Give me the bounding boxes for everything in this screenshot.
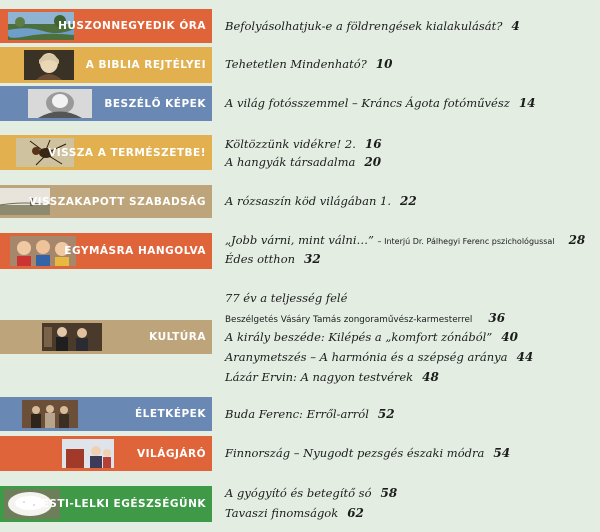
article-title: Buda Ferenc: Erről-arról	[225, 407, 369, 421]
toc-entry[interactable]	[225, 311, 505, 327]
toc-entry[interactable]	[225, 486, 397, 500]
article-title: A rózsaszín köd világában 1.	[225, 194, 391, 208]
toc-entry[interactable]	[225, 350, 533, 364]
toc-entry[interactable]	[225, 233, 585, 249]
finland-snow-photo	[62, 439, 114, 468]
toc-entry[interactable]	[225, 446, 510, 460]
section-band-visszakapott-szabadsag[interactable]	[0, 185, 212, 218]
page-number: 36	[488, 311, 506, 325]
article-title: Tehetetlen Mindenható?	[225, 57, 367, 71]
section-label: VILÁGJÁRÓ	[136, 447, 206, 460]
article-title: A világ fotósszemmel – Kráncs Ágota fotóművész	[225, 96, 510, 110]
article-title: 77 év a teljesség felé	[225, 291, 348, 305]
page-number: 54	[493, 446, 511, 460]
old-family-photo	[22, 400, 78, 428]
article-title: Befolyásolhatjuk-e a földrengések kialakulását?	[225, 19, 503, 33]
section-band-vilagjaro[interactable]	[0, 436, 212, 471]
page-number: 32	[304, 252, 321, 266]
section-band-egymasra-hangolva[interactable]	[0, 233, 212, 269]
section-band-eletkepek[interactable]	[0, 397, 212, 431]
section-label: EGYMÁSRA HANGOLVA	[64, 245, 206, 257]
page-number: 22	[400, 194, 417, 208]
toc-entry[interactable]	[225, 96, 536, 110]
section-band-vissza-a-termeszetbe[interactable]	[0, 135, 212, 170]
page-number: 10	[375, 57, 393, 71]
toc-entry[interactable]	[225, 407, 395, 421]
page-number: 40	[501, 330, 518, 344]
section-label: BESZÉLŐ KÉPEK	[104, 97, 206, 110]
article-title: Lázár Ervin: A nagyon testvérek	[225, 370, 414, 384]
section-label: VISSZAKAPOTT SZABADSÁG	[29, 195, 206, 208]
section-label: VISSZA A TERMÉSZETBE!	[48, 146, 206, 159]
article-title: A gyógyító és betegítő só	[225, 486, 372, 500]
section-band-testi-lelki-egeszsegunk[interactable]	[0, 486, 212, 522]
toc-entry[interactable]	[225, 194, 417, 208]
page-number: 28	[568, 233, 586, 247]
article-title: Költözzünk vidékre! 2.	[225, 137, 356, 151]
page-number: 62	[347, 506, 364, 520]
section-label: A BIBLIA REJTÉLYEI	[85, 59, 206, 71]
toc-entry[interactable]	[225, 57, 393, 71]
article-title: Tavaszi finomságok	[225, 506, 339, 520]
article-title: Aranymetszés – A harmónia és a szépség aránya	[225, 350, 508, 364]
article-title: A hangyák társadalma	[225, 155, 356, 169]
toc-entry[interactable]	[225, 370, 439, 384]
page-number: 52	[377, 407, 395, 421]
page-number: 20	[364, 155, 382, 169]
bw-portrait-photo	[28, 89, 92, 118]
section-label: KULTÚRA	[149, 331, 206, 343]
kings-speech-photo	[42, 323, 102, 351]
toc-entry[interactable]	[225, 252, 321, 266]
section-label: HUSZONNEGYEDIK ÓRA	[58, 20, 206, 32]
interview-note: – Interjú Dr. Pálhegyi Ferenc pszichológussal	[377, 237, 555, 246]
section-label: TESTI-LELKI EGÉSZSÉGÜNK	[33, 498, 206, 510]
page-number: 16	[364, 137, 382, 151]
toc-entry[interactable]	[225, 19, 520, 33]
toc-entry[interactable]	[225, 506, 364, 520]
article-title: A király beszéde: Kilépés a „komfort zónából”	[225, 330, 493, 344]
page-number: 4	[511, 19, 520, 33]
section-band-kultura[interactable]	[0, 320, 212, 354]
section-band-huszonnegyedik-ora[interactable]	[0, 9, 212, 43]
article-title: „Jobb várni, mint válni…”	[225, 233, 374, 247]
toc-entry[interactable]	[225, 330, 518, 344]
section-band-a-biblia-rejtelyei[interactable]	[0, 47, 212, 83]
page-number: 44	[516, 350, 534, 364]
article-subtitle: Beszélgetés Vásáry Tamás zongoraművész-karmesterrel	[225, 315, 473, 325]
page-number: 14	[518, 96, 536, 110]
section-label: ÉLETKÉPEK	[134, 408, 206, 420]
toc-entry[interactable]	[225, 291, 347, 305]
toc-entry[interactable]	[225, 155, 381, 169]
page-number: 58	[380, 486, 398, 500]
page-number: 48	[422, 370, 439, 384]
section-band-beszelo-kepek[interactable]	[0, 86, 212, 121]
toc-entry[interactable]	[225, 137, 382, 151]
portrait-painting	[24, 50, 74, 80]
article-title: Édes otthon	[225, 252, 296, 266]
article-title: Finnország – Nyugodt pezsgés északi módra	[225, 446, 485, 460]
